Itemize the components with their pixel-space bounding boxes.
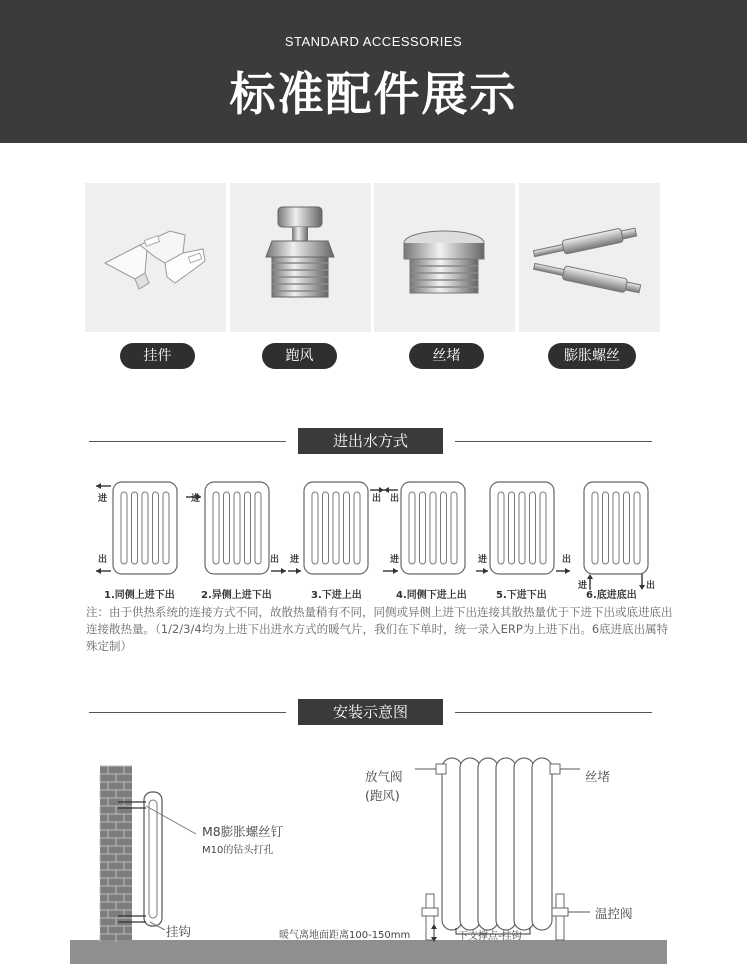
accessory-label-expansion-bolt: 膨胀螺丝 — [548, 343, 636, 369]
hook-label: 挂钩 — [166, 924, 192, 939]
in-label: 进 — [290, 555, 300, 565]
header-title: 标准配件展示 — [229, 67, 518, 121]
accessory-label-bracket: 挂件 — [120, 343, 195, 369]
header-banner — [0, 0, 747, 143]
header-subtitle: STANDARD ACCESSORIES — [284, 34, 463, 49]
vent-sub-label: (跑风) — [365, 788, 400, 803]
accessory-label-air-vent: 跑风 — [262, 343, 337, 369]
divider-right — [455, 441, 652, 442]
support-label: 下支撑点-挂钩 — [458, 931, 522, 942]
out-label: 出 — [390, 494, 400, 504]
flow-arrow-icon — [271, 568, 286, 574]
flow-arrow-icon — [96, 483, 111, 489]
radiator-side-view — [144, 792, 162, 926]
bracket-icon — [85, 183, 226, 332]
flow-arrow-icon — [96, 568, 111, 574]
expansion-bolt-icon — [519, 183, 660, 332]
flow-section-title: 进出水方式 — [298, 428, 443, 454]
floor — [70, 940, 667, 964]
radiator-icon — [304, 482, 368, 574]
plug-icon — [374, 183, 515, 332]
accessory-card-air-vent — [230, 183, 371, 332]
flow-caption: 6.底进底出 — [586, 590, 637, 601]
accessory-card-expansion-bolt — [519, 183, 660, 332]
out-label: 出 — [98, 555, 108, 565]
flow-arrow-icon — [383, 568, 398, 574]
in-label: 进 — [390, 555, 400, 565]
plug-label: 丝堵 — [585, 769, 611, 784]
bolt-label: M8膨胀螺丝钉 — [202, 824, 284, 839]
in-label: 进 — [478, 555, 488, 565]
flow-arrow-icon — [288, 568, 301, 574]
out-label: 出 — [646, 581, 656, 591]
distance-label: 暖气离地面距离100-150mm — [279, 930, 411, 941]
in-label: 进 — [98, 494, 108, 504]
flow-arrow-icon — [476, 568, 488, 574]
flow-caption: 2.异侧上进下出 — [201, 590, 272, 601]
out-label: 出 — [270, 555, 280, 565]
install-section-title: 安装示意图 — [298, 699, 443, 725]
flow-arrow-icon — [384, 487, 398, 493]
radiator-icon — [584, 482, 648, 574]
out-label: 出 — [372, 494, 382, 504]
accessory-card-plug — [374, 183, 515, 332]
valve-label: 温控阀 — [595, 906, 633, 921]
radiator-icon — [113, 482, 177, 574]
vent-label: 放气阀 — [365, 769, 403, 784]
accessory-label-plug: 丝堵 — [409, 343, 484, 369]
flow-caption: 4.同侧下进上出 — [396, 590, 467, 601]
divider-left — [89, 712, 286, 713]
flow-arrow-icon — [370, 487, 384, 493]
radiator-icon — [490, 482, 554, 574]
radiator-icon — [205, 482, 269, 574]
flow-caption: 5.下进下出 — [496, 590, 547, 601]
radiator-front-view — [436, 758, 560, 930]
divider-right — [455, 712, 652, 713]
flow-caption: 3.下进上出 — [311, 590, 362, 601]
flow-note: 注：由于供热系统的连接方式不同，故散热量稍有不同，同侧或异侧上进下出连接其散热量优于下进下出或底进底出连接散热量。（1/2/3/4均为上进下出进水方式的暖气片，我们在下单时，统一录入ERP为上进下出。6底进底出属特殊定制） — [86, 605, 673, 653]
accessory-card-bracket — [85, 183, 226, 332]
flow-arrow-icon — [556, 568, 570, 574]
out-label: 出 — [562, 555, 572, 565]
drill-label: M10的钻头打孔 — [202, 845, 274, 856]
divider-left — [89, 441, 286, 442]
flow-arrow-icon — [639, 574, 645, 590]
flow-caption: 1.同侧上进下出 — [104, 590, 175, 601]
in-label: 进 — [578, 581, 588, 591]
radiator-icon — [401, 482, 465, 574]
air-vent-icon — [230, 183, 371, 332]
in-label: 进 — [191, 494, 201, 504]
